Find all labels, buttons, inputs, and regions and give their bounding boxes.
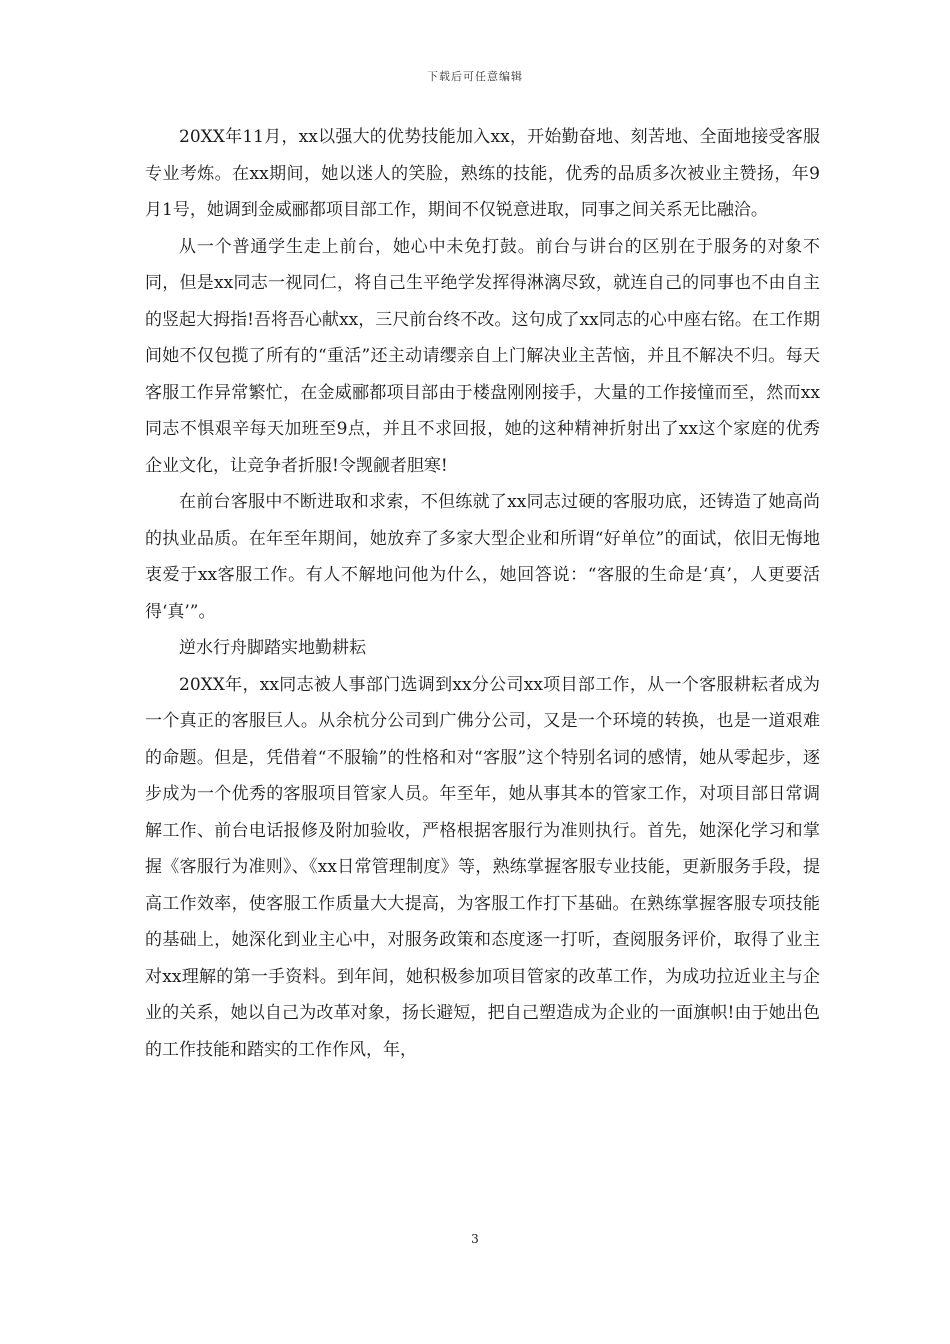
section-heading: 逆水行舟脚踏实地勤耕耘 — [179, 638, 366, 658]
paragraph: 20XX年，xx同志被人事部门选调到xx分公司xx项目部工作，从一个客服耕耘者成为一个真正的客服巨人。从余杭分公司到广佛分公司，又是一个环境的转换，也是一道艰难的命题。但是，凭借着“不服输”的性格和对“客服”这个特别名词的感情，她从零起步，逐步成为一个优秀的客服项目管家人员。年至年，她从事其本的管家工作，对项目部日常调解工作、前台电话报修及附加验收，严格根据客服行为准则执行。首先，她深化学习和掌握《客服行为准则》、《xx日常管理制度》等，熟练掌握客服专业技能，更新服务手段，提高工作效率，使客服工作质量大大提高，为客服工作打下基础。在熟练掌握客服专项技能的基础上，她深化到业主心中，对服务政策和态度逐一打听，查阅服务评价，取得了业主对xx理解的第一手资料。到年间，她积极参加项目管家的改革工作，为成功拉近业主与企业的关系，她以自己为改革对象，扬长避短，把自己塑造成为企业的一面旗帜!由于她出色的工作技能和踏实的工作作风，年， — [145, 674, 820, 1060]
page-number: 3 — [471, 1232, 479, 1246]
paragraph: 在前台客服中不断进取和求索，不但练就了xx同志过硬的客服功底，还铸造了她高尚的执业品质。在年至年期间，她放弃了多家大型企业和所谓“好单位”的面试，依旧无悔地衷爱于xx客服工作。有人不解地问他为什么，她回答说：“客服的生命是‘真’，人更要活得‘真’”。 — [145, 492, 820, 622]
paragraph: 20XX年11月，xx以强大的优势技能加入xx，开始勤奋地、刻苦地、全面地接受客服专业考炼。在xx期间，她以迷人的笑脸，熟练的技能，优秀的品质多次被业主赞扬，年9月1号，她调到金威郦都项目部工作，期间不仅锐意进取，同事之间关系无比融洽。 — [145, 127, 820, 220]
page-header: 下载后可任意编辑 — [427, 70, 523, 83]
document-body — [145, 119, 820, 1068]
paragraph: 从一个普通学生走上前台，她心中未免打鼓。前台与讲台的区别在于服务的对象不同，但是xx同志一视同仁，将自己生平绝学发挥得淋漓尽致，就连自己的同事也不由自主的竖起大拇指!吾将吾心献xx，三尺前台终不改。这句成了xx同志的心中座右铭。在工作期间她不仅包揽了所有的“重活”还主动请缨亲自上门解决业主苦恼，并且不解决不归。每天客服工作异常繁忙，在金威郦都项目部由于楼盘刚刚接手，大量的工作接憧而至，然而xx同志不惧艰辛每天加班至9点，并且不求回报，她的这种精神折射出了xx这个家庭的优秀企业文化，让竞争者折服!令觊觎者胆寒! — [145, 236, 820, 476]
